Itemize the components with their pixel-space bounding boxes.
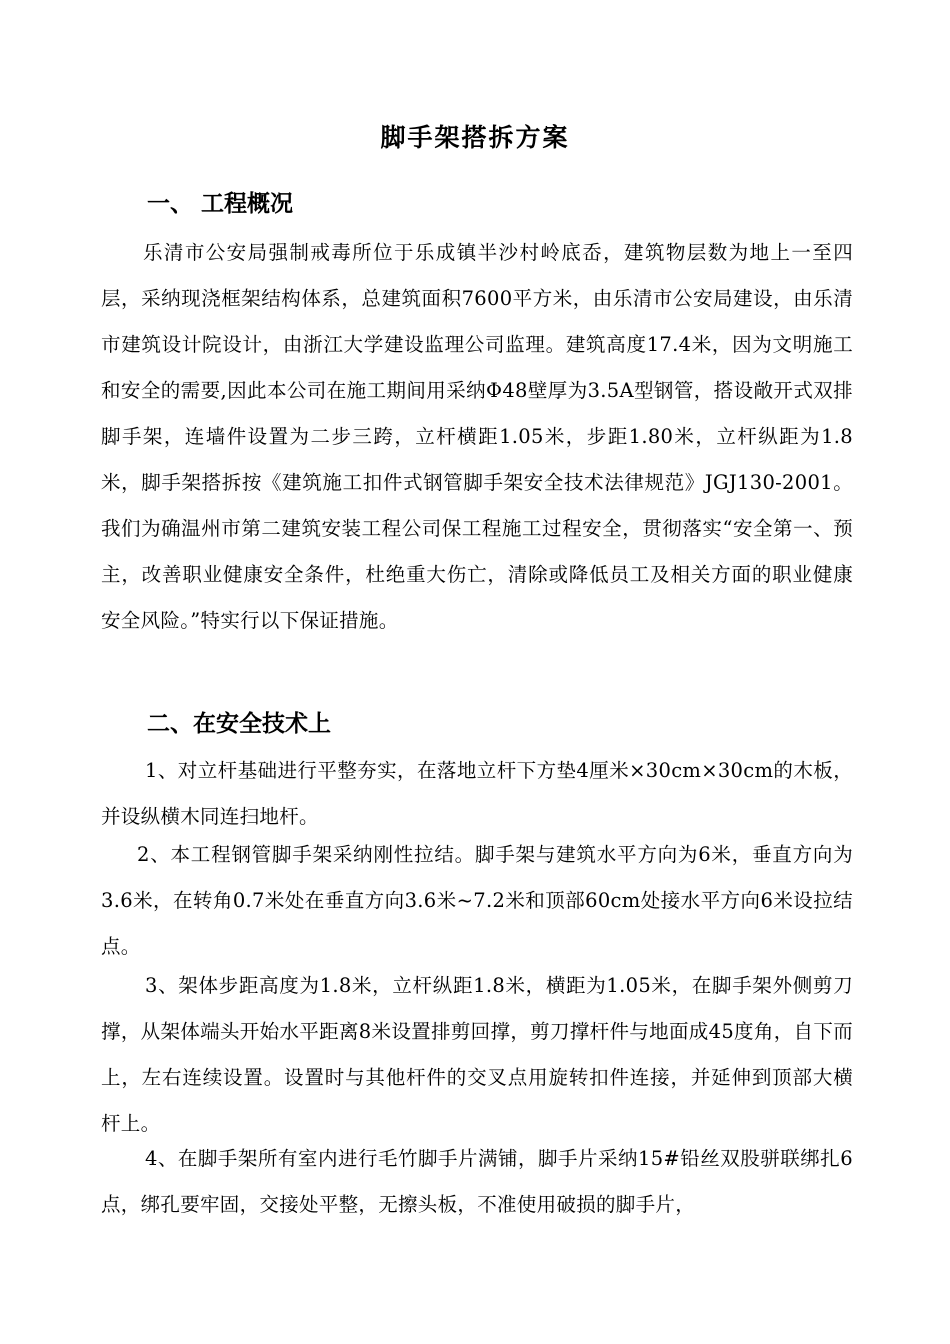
safety-item-4: 4、在脚手架所有室内进行毛竹脚手片满铺，脚手片采纳15#铅丝双股骈联绑扎6点，绑孔要牢固，交接处平整，无擦头板，不准使用破损的脚手片， [101, 1147, 853, 1216]
overview-paragraph: 乐清市公安局强制戒毒所位于乐成镇半沙村岭底岙，建筑物层数为地上一至四层，采纳现浇框架结构体系，总建筑面积7600平方米，由乐清市公安局建设，由乐清市建筑设计院设计，由浙江大学建设监理公司监理。建筑高度17.4米，因为文明施工和安全的需要,因此本公司在施工期间用采纳Φ48壁厚为3.5A型钢管，搭设敞开式双排脚手架，连墙件设置为二步三跨，立杆横距1.05米，步距1.80米，立杆纵距为1.8米，脚手架搭拆按《建筑施工扣件式钢管脚手架安全技术法律规范》JGJ130-2001。我们为确温州市第二建筑安装工程公司保工程施工过程安全，贯彻落实“安全第一、预主，改善职业健康安全条件，杜绝重大伤亡，清除或降低员工及相关方面的职业健康安全风险。”特实行以下保证措施。 [101, 241, 853, 632]
section-heading-overview: 一、 工程概况 [147, 191, 294, 217]
section-heading-safety: 二、在安全技术上 [147, 711, 331, 737]
safety-item-2: 2、本工程钢管脚手架采纳刚性拉结。脚手架与建筑水平方向为6米，垂直方向为3.6米，在转角0.7米处在垂直方向3.6米~7.2米和顶部60cm处接水平方向6米设拉结点。 [101, 843, 853, 958]
document-title: 脚手架搭拆方案 [380, 123, 570, 152]
safety-item-1: 1、对立杆基础进行平整夯实，在落地立杆下方垫4厘米×30cm×30cm的木板，并设纵横木同连扫地杆。 [101, 759, 853, 828]
safety-item-3: 3、架体步距高度为1.8米，立杆纵距1.8米，横距为1.05米，在脚手架外侧剪刀撑，从架体端头开始水平距离8米设置排剪回撑，剪刀撑杆件与地面成45度角，自下而上，左右连续设置。设置时与其他杆件的交叉点用旋转扣件连接，并延伸到顶部大横杆上。 [101, 974, 853, 1135]
